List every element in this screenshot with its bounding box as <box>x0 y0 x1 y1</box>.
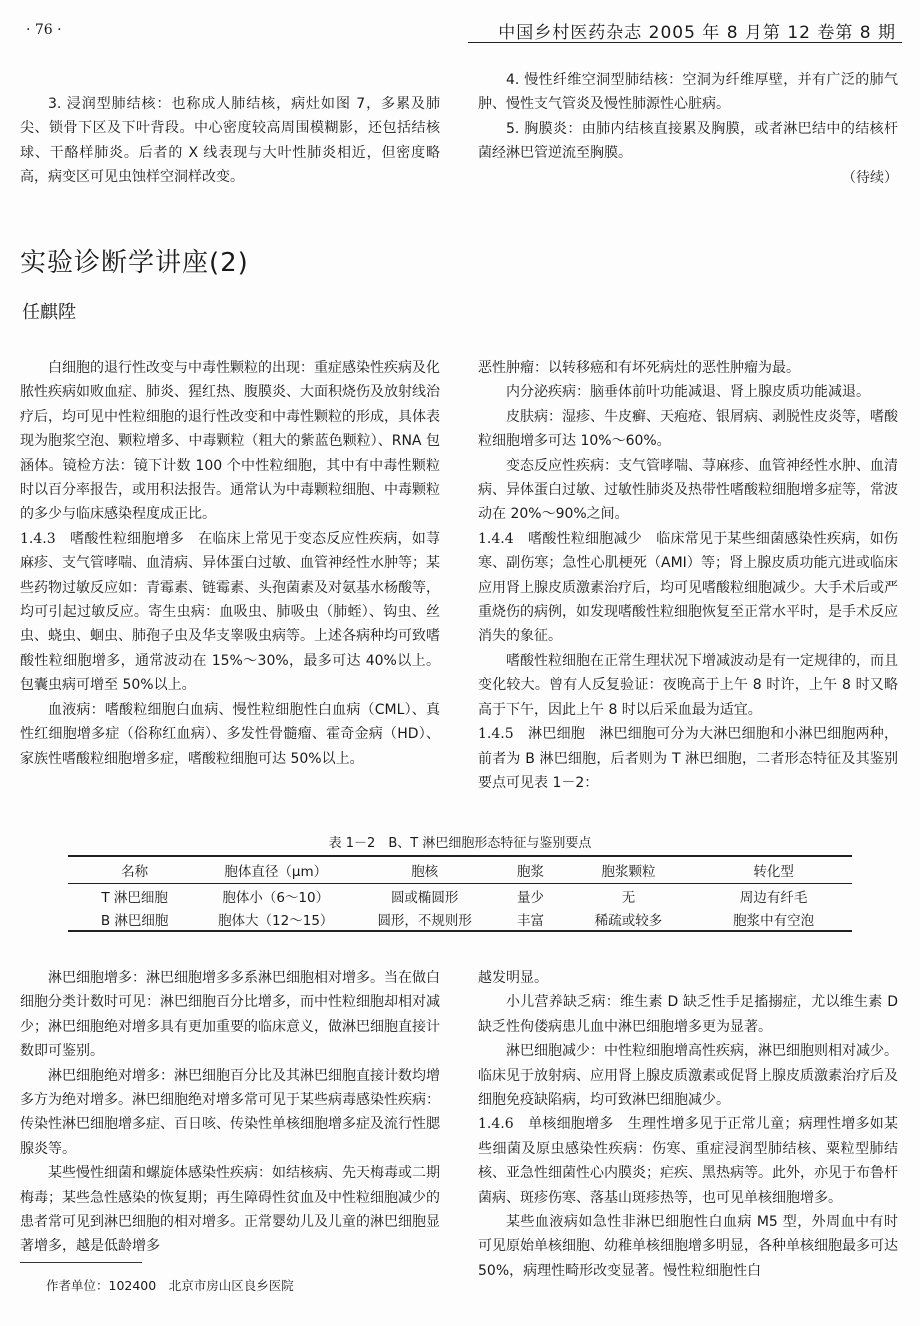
section-text: 淋巴细胞可分为大淋巴细胞和小淋巴细胞两种，前者为 B 淋巴细胞，后者则为 T 淋巴细胞，二者形态特征及其鉴别要点可见表 1－2： <box>478 726 899 791</box>
table-cell: 胞体大（12～15） <box>201 907 350 931</box>
section-1-4-4 <box>478 527 898 649</box>
section-text: 临床常见于某些细菌感染性疾病，如伤寒、副伤寒；急性心肌梗死（AMI）等；肾上腺皮质功能亢进或临床应用肾上腺皮质激素治疗后，均可见嗜酸粒细胞减少。大手术后或严重烧伤的病例，如发现嗜酸性粒细胞恢复至正常水平时，是手术反应消失的象征。 <box>478 530 899 645</box>
table-caption: 表 1－2 B、T 淋巴细胞形态特征与鉴别要点 <box>328 836 592 851</box>
table-cell: 胞体小（6～10） <box>222 889 330 906</box>
section-title: 淋巴细胞 <box>528 726 586 743</box>
table-header-row <box>68 856 852 884</box>
paragraph: 4. 慢性纤维空洞型肺结核：空洞为纤维厚壁，并有广泛的肺气肿、慢性支气管炎及慢性肺源性心脏病。 <box>478 72 898 113</box>
table-header-cell: 胞体直径（μm） <box>201 856 350 884</box>
table-cell: 稀疏或较多 <box>562 907 695 931</box>
table-cell: T 淋巴细胞 <box>101 889 168 906</box>
article-title: 实验诊断学讲座(2) <box>20 248 249 278</box>
paragraph: 淋巴细胞增多：淋巴细胞增多多系淋巴细胞相对增多。当在做白细胞分类计数时可见：淋巴细胞百分比增多，而中性粒细胞却相对减少；淋巴细胞绝对增多具有更加重要的临床意义，做淋巴细胞直接计数即可鉴别。 <box>20 970 440 1060</box>
lymphocyte-table <box>68 855 852 932</box>
section-text: 生理性增多见于正常儿童；病理性增多如某些细菌及原虫感染性疾病：伤寒、重症浸润型肺结核、粟粒型肺结核、亚急性细菌性心内膜炎；疟疾、黑热病等。此外，亦见于布鲁杆菌病、斑疹伤寒、落基山斑疹热等，也可见单核细胞增多。 <box>478 1116 899 1206</box>
section-number: 1.4.5 <box>478 726 514 743</box>
lower-right-column <box>478 966 898 1283</box>
paragraph: 血液病：嗜酸粒细胞白血病、慢性粒细胞性白血病（CML）、真性红细胞增多症（俗称红血病）、多发性骨髓瘤、霍奇金病（HD）、家族性嗜酸粒细胞增多症，嗜酸粒细胞可达 50%以上。 <box>20 701 440 767</box>
table-header-cell: 胞浆 <box>499 856 562 884</box>
paragraph: 5. 胸膜炎：由肺内结核直接累及胸膜，或者淋巴结中的结核杆菌经淋巴管逆流至胸膜。 <box>478 120 898 162</box>
section-title: 嗜酸性粒细胞增多 <box>70 530 184 547</box>
section-text: 在临床上常见于变态反应性疾病，如荨麻疹、支气管哮喘、血清病、异体蛋白过敏、血管神经性水肿等；某些药物过敏反应如：青霉素、链霉素、头孢菌素及对氨基水杨酸等，均可引起过敏反应。寄生虫病：血吸虫、肺吸虫（肺蛭）、钩虫、丝虫、蛲虫、蛔虫、肺孢子虫及华支睾吸虫病等。上述各病种均可致嗜酸性粒细胞增多，通常波动在 15%～30%，最多可达 40%以上。包囊虫病可增至 50%以上。 <box>20 530 441 694</box>
table-header-cell: 转化型 <box>695 856 852 884</box>
paragraph: 3. 浸润型肺结核：也称成人肺结核，病灶如图 7，多累及肺尖、锁骨下区及下叶背段。中心密度较高周围模糊影，还包括结核球、干酪样肺炎。后者的 X 线表现与大叶性肺炎相近，但密度略高，病变区可见虫蚀样空洞样改变。 <box>20 96 440 186</box>
prev-article-left-column <box>20 92 440 190</box>
footnote-rule <box>20 1262 142 1263</box>
author-affiliation: 作者单位：102400 北京市房山区良乡医院 <box>46 1278 294 1293</box>
table-cell: 圆或椭圆形 <box>390 889 459 906</box>
lower-left-column <box>20 966 440 1259</box>
paragraph: 淋巴细胞减少：中性粒细胞增高性疾病，淋巴细胞则相对减少。临床见于放射病、应用肾上腺皮质激素或促肾上腺皮质激素治疗后及细胞免疫缺陷病，均可致淋巴细胞减少。 <box>478 1043 898 1109</box>
table-cell: B 淋巴细胞 <box>68 907 201 931</box>
section-1-4-3 <box>20 527 440 698</box>
table-header-cell: 名称 <box>68 856 201 884</box>
section-number: 1.4.4 <box>478 530 514 547</box>
table-header-cell: 胞核 <box>350 856 499 884</box>
to-be-continued: （待续） <box>842 169 898 186</box>
header-rule <box>468 42 902 43</box>
paragraph: 某些血液病如急性非淋巴细胞性白血病 M5 型，外周血中有时可见原始单核细胞、幼稚单核细胞增多明显，各种单核细胞最多可达 50%，病理性畸形改变显著。慢性粒细胞性白 <box>478 1214 898 1279</box>
upper-right-column <box>478 356 898 795</box>
paragraph: 某些慢性细菌和螺旋体感染性疾病：如结核病、先天梅毒或二期梅毒；某些急性感染的恢复期；再生障碍性贫血及中性粒细胞减少的患者常可见到淋巴细胞的相对增多。正常婴幼儿及儿童的淋巴细胞显著增多，越是低龄增多 <box>20 1165 440 1255</box>
journal-header: 中国乡村医药杂志 2005 年 8 月第 12 卷第 8 期 <box>498 23 896 43</box>
table-cell: 圆形，不规则形 <box>350 907 499 931</box>
table-row <box>68 884 852 908</box>
prev-article-right-column <box>478 68 898 190</box>
paragraph: 内分泌疾病：脑垂体前叶功能减退、肾上腺皮质功能减退。 <box>506 384 870 401</box>
paragraph: 淋巴细胞绝对增多：淋巴细胞百分比及其淋巴细胞直接计数均增多方为绝对增多。淋巴细胞绝对增多常可见于某些病毒感染性疾病：传染性淋巴细胞增多症、百日咳、传染性单核细胞增多症及流行性腮腺炎等。 <box>20 1067 440 1157</box>
section-title: 单核细胞增多 <box>528 1116 614 1133</box>
table-cell: 量少 <box>517 889 545 906</box>
table-cell: 胞浆中有空泡 <box>695 907 852 931</box>
section-title: 嗜酸性粒细胞减少 <box>528 530 642 547</box>
paragraph: 小儿营养缺乏病：维生素 D 缺乏性手足搐搦症，尤以维生素 D 缺乏性佝偻病患儿血中淋巴细胞增多更为显著。 <box>478 994 898 1035</box>
table-header-cell: 胞浆颗粒 <box>562 856 695 884</box>
paragraph: 白细胞的退行性改变与中毒性颗粒的出现：重症感染性疾病及化脓性疾病如败血症、肺炎、猩红热、腹膜炎、大面积烧伤及放射线治疗后，均可见中性粒细胞的退行性改变和中毒性颗粒的形成，具体表现为胞浆空泡、颗粒增多、中毒颗粒（粗大的紫蓝色颗粒）、RNA 包涵体。镜检方法：镜下计数 100 个中性粒细胞，其中有中毒性颗粒时以百分率报告，或用积法报告。通常认为中毒颗粒细胞、中毒颗粒的多少与临床感染程度成正比。 <box>20 360 440 523</box>
table-row <box>68 907 852 931</box>
section-number: 1.4.3 <box>20 530 56 547</box>
table-cell: 丰富 <box>499 907 562 931</box>
paragraph: 嗜酸性粒细胞在正常生理状况下增减波动是有一定规律的，而且变化较大。曾有人反复验证：夜晚高于上午 8 时许，上午 8 时又略高于下午，因此上午 8 时以后采血最为适宜。 <box>478 652 898 718</box>
page-number: · 76 · <box>26 22 62 38</box>
upper-left-column <box>20 356 440 771</box>
table-cell: 周边有纤毛 <box>739 889 808 906</box>
paragraph: 越发明显。 <box>478 970 548 986</box>
table-cell: 无 <box>621 889 636 906</box>
section-1-4-6 <box>478 1112 898 1210</box>
paragraph: 变态反应性疾病：支气管哮喘、荨麻疹、血管神经性水肿、血清病、异体蛋白过敏、过敏性肺炎及热带性嗜酸粒细胞增多症等，常波动在 20%～90%之间。 <box>478 457 898 523</box>
section-number: 1.4.6 <box>478 1116 514 1133</box>
paragraph: 皮肤病：湿疹、牛皮癣、天疱疮、银屑病、剥脱性皮炎等，嗜酸粒细胞增多可达 10%～60%。 <box>478 408 898 450</box>
section-1-4-5 <box>478 722 898 795</box>
paragraph: 恶性肿瘤：以转移癌和有坏死病灶的恶性肿瘤为最。 <box>478 360 800 376</box>
article-author: 任麒陞 <box>22 302 76 323</box>
